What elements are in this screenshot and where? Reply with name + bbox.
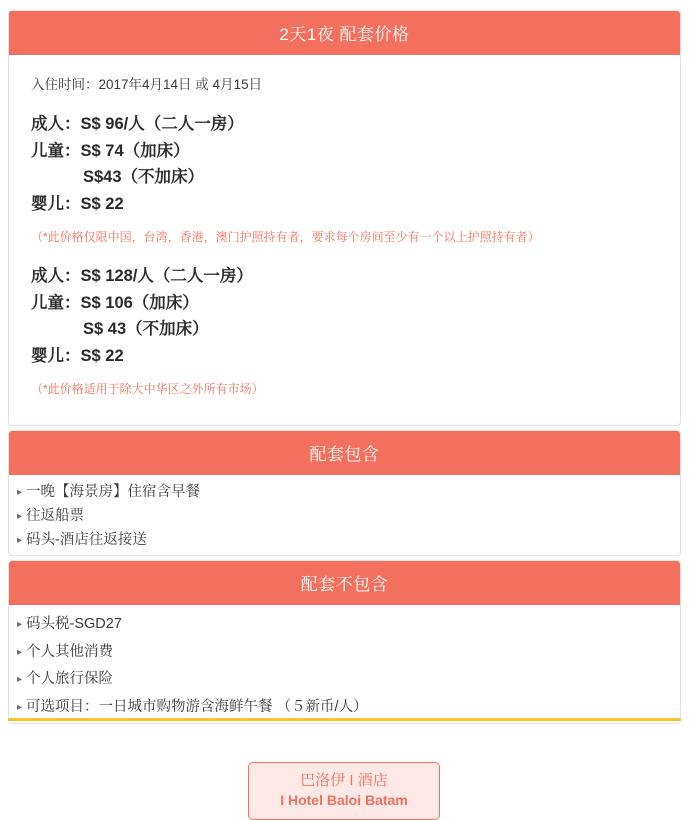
- price-line-adult-a: 成人：S$ 96/人（二人一房）: [31, 115, 244, 133]
- list-item: [17, 481, 680, 505]
- package-excludes-header: 配套不包含: [9, 561, 680, 605]
- price-line-child-extrabed-a: 儿童：S$ 74（加床）: [31, 141, 190, 160]
- section-divider: [8, 718, 681, 721]
- list-item: [17, 639, 680, 667]
- list-item-label: 个人旅行保险: [26, 671, 114, 688]
- price-package-card: [8, 10, 681, 426]
- price-line-child-noextrabed-a: S$43（不加床）: [83, 168, 205, 187]
- package-includes-header: 配套包含: [9, 431, 680, 475]
- triangle-bullet-icon: ▸: [17, 619, 23, 630]
- price-package-body: [9, 55, 680, 425]
- list-item-label: 往返船票: [26, 507, 85, 524]
- list-item-label: 可选项目：一日城市购物游含海鲜午餐 （５新币/人）: [26, 698, 368, 715]
- list-item-label: 一晚【海景房】住宿含早餐: [26, 484, 201, 500]
- price-card-bottom-spacer: [23, 397, 666, 411]
- price-block-other-markets: [31, 263, 666, 370]
- list-item-label: 码头-酒店往返接送: [26, 531, 147, 548]
- list-item-label: 码头税-SGD27: [26, 616, 122, 632]
- hotel-link-button[interactable]: [248, 762, 440, 820]
- list-item: [17, 666, 680, 694]
- price-note-b: （*此价格适用于除大中华区之外所有市场）: [31, 381, 264, 396]
- list-item: [17, 505, 680, 529]
- list-item: [17, 529, 680, 553]
- price-line-infant-a: 婴儿：S$ 22: [31, 195, 124, 214]
- package-includes-card: [8, 430, 681, 556]
- triangle-bullet-icon: ▸: [17, 674, 23, 686]
- package-excludes-list: [9, 605, 680, 723]
- triangle-bullet-icon: ▸: [17, 701, 23, 713]
- price-line-infant-b: 婴儿：S$ 22: [31, 347, 124, 366]
- triangle-bullet-icon: ▸: [17, 487, 23, 498]
- hotel-name-en: I Hotel Baloi Batam: [280, 792, 408, 809]
- price-line-child-noextrabed-b: S$ 43（不加床）: [83, 320, 209, 339]
- price-line-adult-b: 成人：S$ 128/人（二人一房）: [31, 266, 253, 285]
- price-note-a: （*此价格仅限中国，台湾，香港，澳门护照持有者，要求每个房间至少有一个以上护照持有者）: [31, 229, 540, 244]
- hotel-name-cn: 巴洛伊 I 酒店: [300, 772, 388, 789]
- package-includes-list: [9, 475, 680, 555]
- triangle-bullet-icon: ▸: [17, 646, 23, 658]
- price-package-header: 2天1夜 配套价格: [9, 11, 680, 55]
- price-line-child-extrabed-b: 儿童：S$ 106（加床）: [31, 293, 199, 312]
- triangle-bullet-icon: ▸: [17, 510, 23, 522]
- list-item-label: 个人其他消费: [26, 643, 114, 660]
- price-block-greater-china: [31, 111, 666, 218]
- list-item: [17, 611, 680, 639]
- package-excludes-card: [8, 560, 681, 724]
- triangle-bullet-icon: ▸: [17, 534, 23, 546]
- stay-date-line: 入住时间：2017年4月14日 或 4月15日: [31, 77, 263, 92]
